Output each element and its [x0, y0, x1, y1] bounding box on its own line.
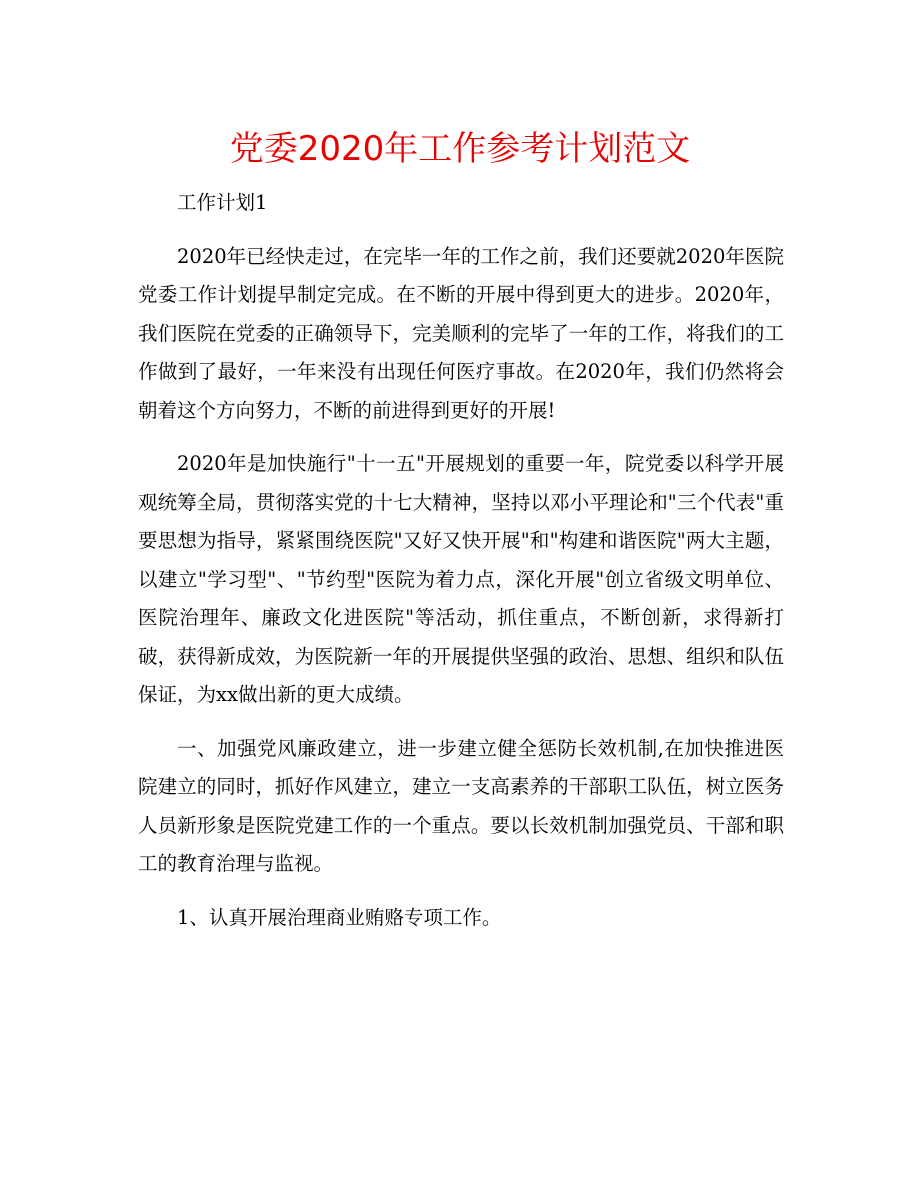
paragraph: 一、加强党风廉政建立，进一步建立健全惩防长效机制,在加快推进医院建立的同时，抓好作风建立，建立一支高素养的干部职工队伍，树立医务人员新形象是医院党建工作的一个重点。要以长效机制加强党员、干部和职工的教育治理与监视。	[138, 736, 784, 875]
paragraph: 2020年是加快施行"十一五"开展规划的重要一年，院党委以科学开展观统筹全局，贯彻落实党的十七大精神，坚持以邓小平理论和"三个代表"重要思想为指导，紧紧围绕医院"又好又快开展"和"构建和谐医院"两大主题，以建立"学习型"、"节约型"医院为着力点，深化开展"创立省级文明单位、医院治理年、廉政文化进医院"等活动，抓住重点，不断创新，求得新打破，获得新成效，为医院新一年的开展提供坚强的政治、思想、组织和队伍保证，为xx做出新的更大成绩。	[138, 452, 784, 706]
paragraph: 1、认真开展治理商业贿赂专项工作。	[177, 905, 502, 929]
paragraph: 2020年已经快走过，在完毕一年的工作之前，我们还要就2020年医院党委工作计划提早制定完成。在不断的开展中得到更大的进步。2020年，我们医院在党委的正确领导下，完美顺利的完毕了一年的工作，将我们的工作做到了最好，一年来没有出现任何医疗事故。在2020年，我们仍然将会朝着这个方向努力，不断的前进得到更好的开展!	[138, 244, 784, 422]
document-body	[138, 184, 784, 952]
section-heading: 工作计划1	[177, 191, 268, 214]
document-title: 党委2020年工作参考计划范文	[229, 129, 691, 169]
